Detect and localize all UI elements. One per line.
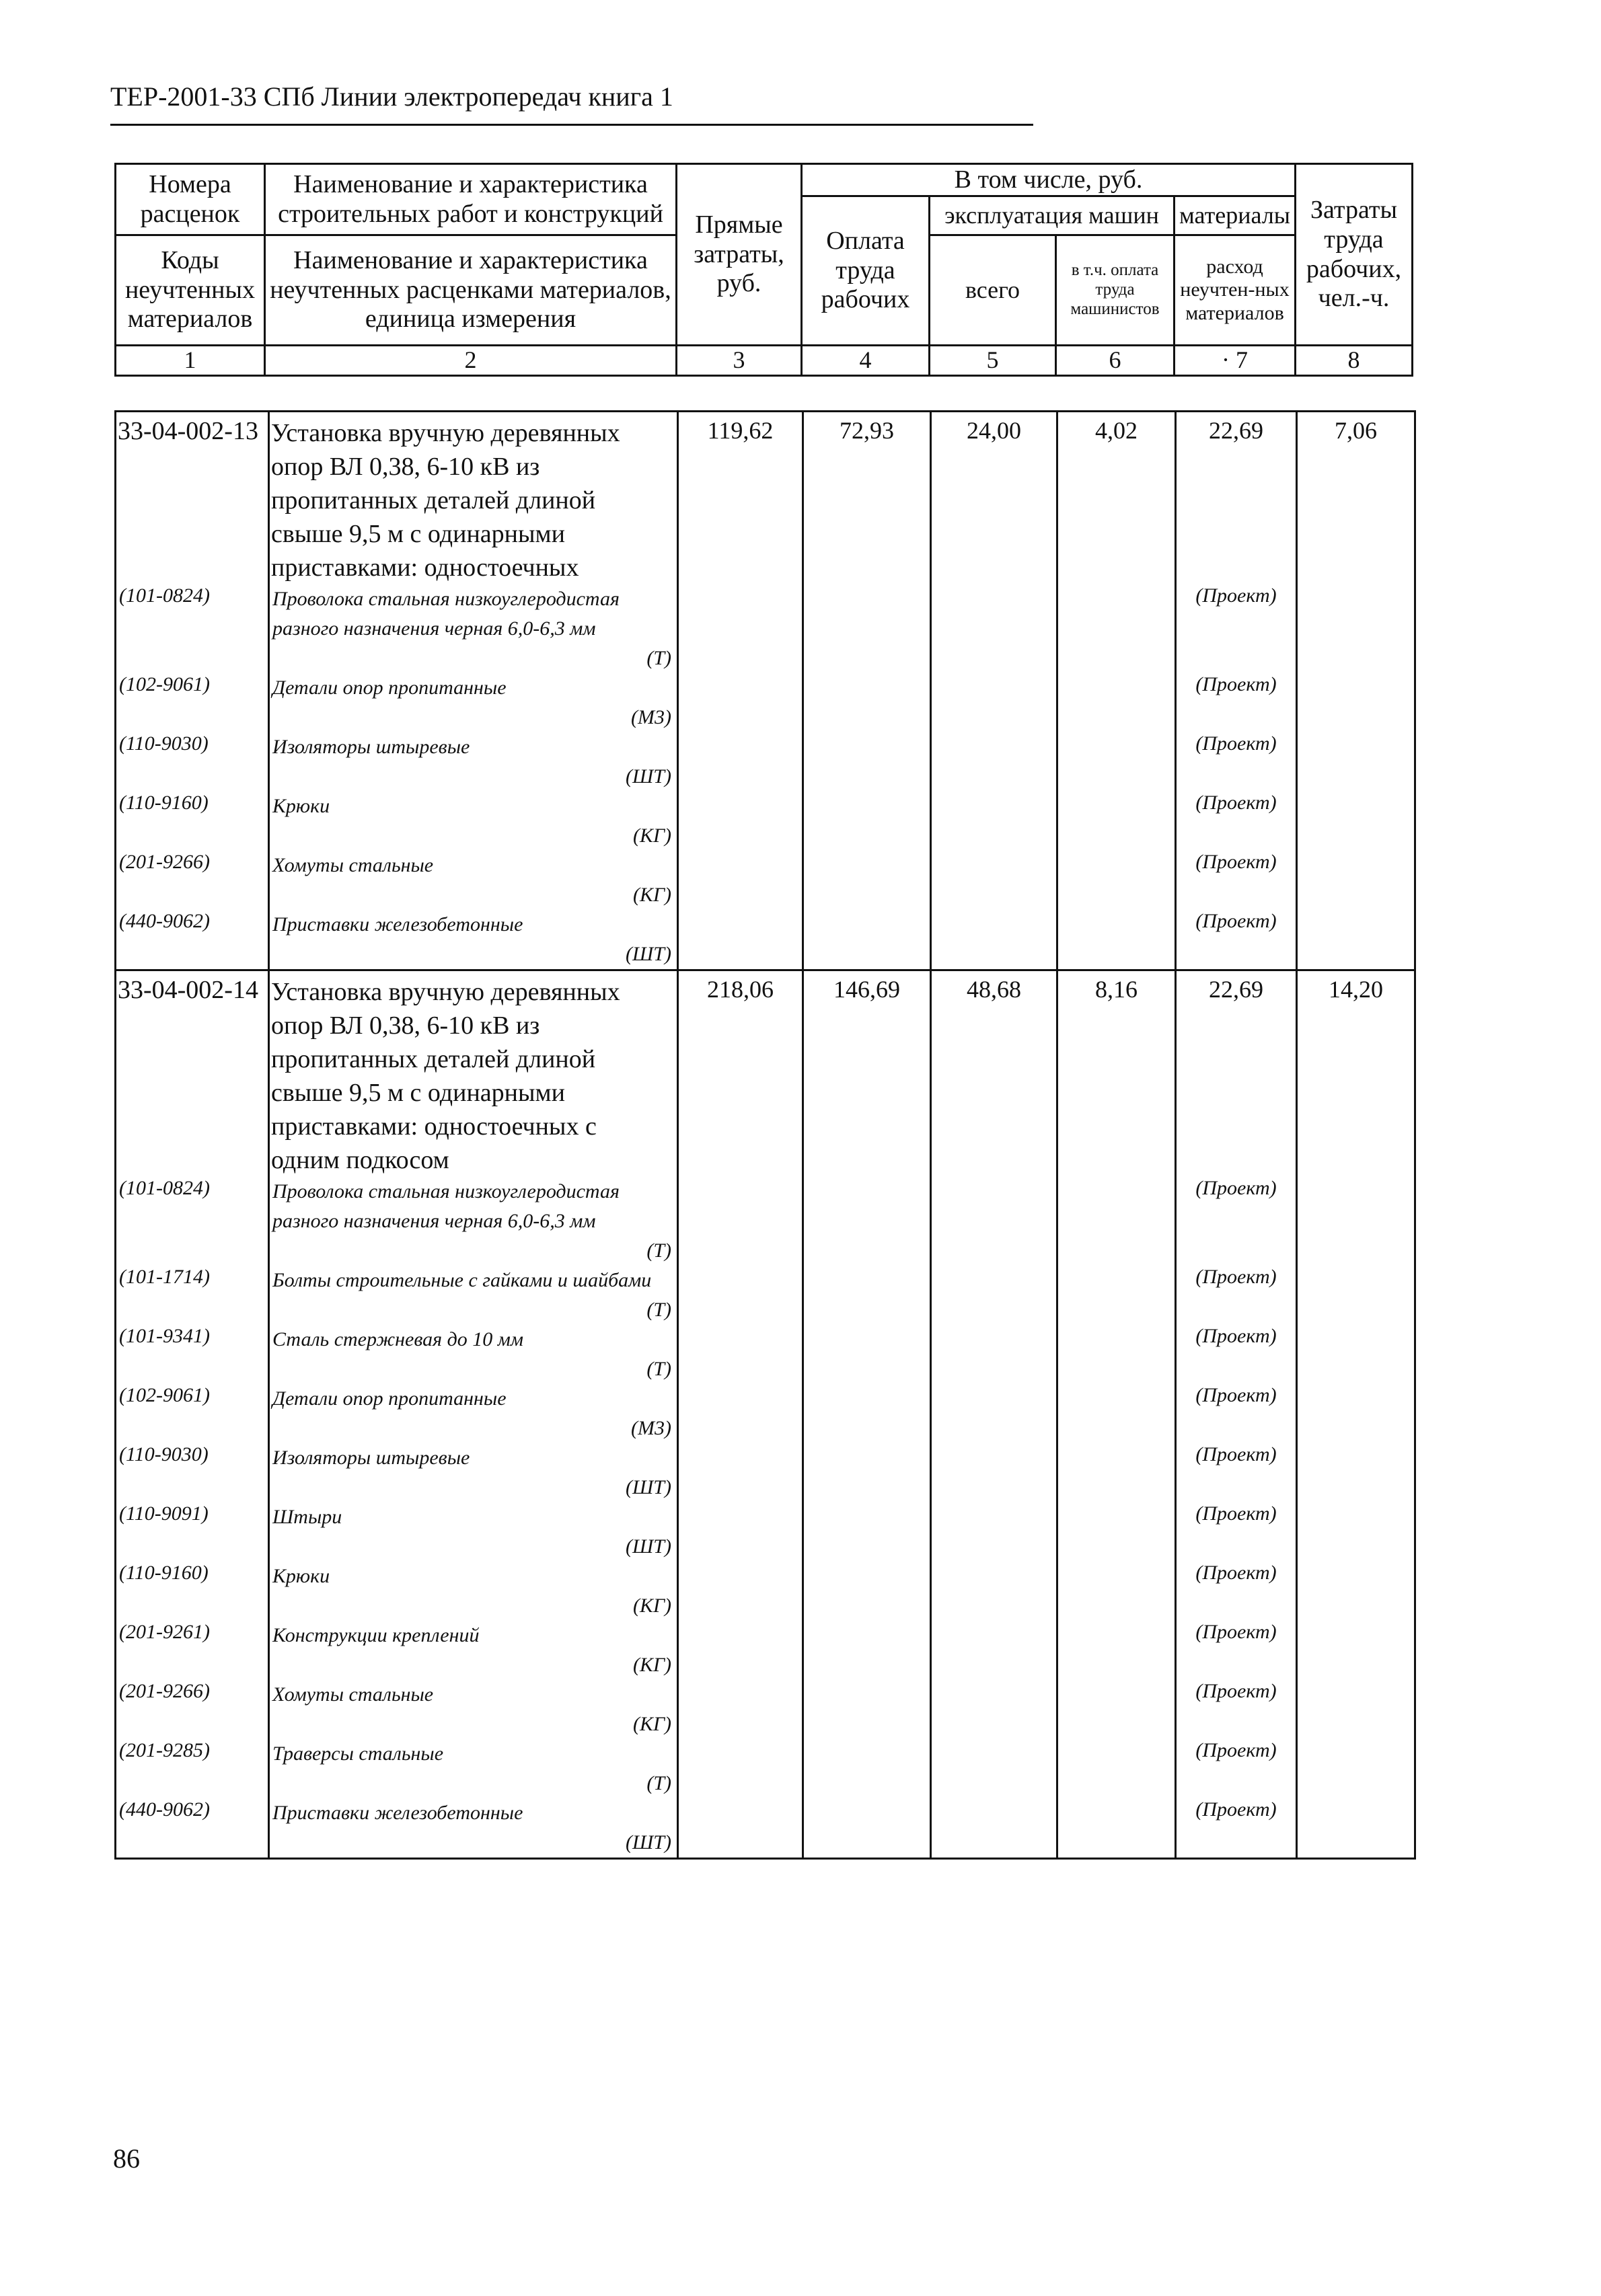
material-name [269,1325,678,1384]
material-name [269,584,678,673]
rates-table [114,410,1416,1860]
rate-code: 33-04-002-14 [116,970,269,1178]
header-machines: эксплуатация машин [930,196,1175,235]
rate-code: 33-04-002-13 [116,412,269,585]
material-code: (101-9341) [116,1325,269,1384]
material-code: (110-9160) [116,1562,269,1621]
material-note: (Проект) [1176,1798,1297,1859]
material-note: (Проект) [1176,673,1297,732]
material-unit: (Т) [646,1772,671,1794]
machinists-pay: 8,16 [1057,970,1176,1178]
column-number: 3 [677,346,802,376]
material-row [116,1502,1415,1562]
material-note: (Проект) [1176,1266,1297,1325]
material-row [116,1177,1415,1266]
material-unit: (ШТ) [626,765,671,788]
material-unit: (КГ) [633,1713,671,1735]
material-code: (440-9062) [116,910,269,970]
material-row [116,851,1415,910]
material-row [116,1266,1415,1325]
labor-hours: 14,20 [1297,970,1415,1178]
header-material-names: Наименование и характеристика неучтенных расценками материалов, единица измерения [265,235,677,346]
material-note: (Проект) [1176,1680,1297,1739]
material-name-text: Штыри [272,1506,342,1528]
machinists-pay: 4,02 [1057,412,1176,585]
material-name-text: Детали опор пропитанные [272,1387,507,1410]
page-number: 86 [113,2143,140,2174]
material-name [269,673,678,732]
material-note: (Проект) [1176,1621,1297,1680]
material-row [116,910,1415,970]
material-code: (201-9266) [116,851,269,910]
header-direct-costs: Прямые затраты, руб. [677,164,802,346]
material-code: (201-9266) [116,1680,269,1739]
material-unit: (КГ) [633,1595,671,1617]
column-number: 5 [930,346,1056,376]
material-code: (110-9091) [116,1502,269,1562]
material-name [269,1502,678,1562]
worker-pay: 72,93 [803,412,931,585]
rate-row [116,412,1415,585]
material-code: (101-0824) [116,1177,269,1266]
column-number: 4 [802,346,930,376]
material-note: (Проект) [1176,792,1297,851]
material-name-text: Изоляторы штыревые [272,736,470,758]
material-row [116,1739,1415,1798]
table-header [114,163,1413,377]
material-note: (Проект) [1176,851,1297,910]
material-name [269,1562,678,1621]
material-name [269,792,678,851]
material-note: (Проект) [1176,1502,1297,1562]
material-name-text: Хомуты стальные [272,854,434,876]
material-name [269,1384,678,1443]
material-unit: (ШТ) [626,943,671,965]
material-row [116,1680,1415,1739]
material-row [116,673,1415,732]
header-worker-pay: Оплата труда рабочих [802,196,930,346]
material-name-text: Крюки [272,1565,330,1587]
materials-cost: 22,69 [1176,970,1297,1178]
materials-cost: 22,69 [1176,412,1297,585]
header-work-name: Наименование и характеристика строительных работ и конструкций [265,164,677,235]
material-unit: (М3) [631,706,671,728]
header-materials: материалы [1175,196,1296,235]
material-note: (Проект) [1176,732,1297,792]
material-row [116,732,1415,792]
material-row [116,1325,1415,1384]
material-name [269,1621,678,1680]
material-row [116,1798,1415,1859]
machines-total: 24,00 [931,412,1057,585]
material-name-text: Сталь стержневая до 10 мм [272,1328,524,1350]
material-row [116,1562,1415,1621]
rate-name: Установка вручную деревянных опор ВЛ 0,38, 6-10 кВ из пропитанных деталей длиной свыше 9,5 м с одинарными приставками: одностоечных [269,412,678,585]
header-rule [110,124,1033,126]
material-code: (110-9030) [116,732,269,792]
material-name-text: Проволока стальная низкоуглеродистая разного назначения черная 6,0-6,3 мм [272,588,620,640]
material-unit: (Т) [646,1299,671,1321]
labor-hours: 7,06 [1297,412,1415,585]
material-unit: (ШТ) [626,1535,671,1558]
material-note: (Проект) [1176,1443,1297,1502]
material-name [269,910,678,970]
material-name-text: Проволока стальная низкоуглеродистая разного назначения черная 6,0-6,3 мм [272,1180,620,1232]
column-number: 1 [116,346,265,376]
material-note: (Проект) [1176,1562,1297,1621]
material-code: (102-9061) [116,1384,269,1443]
material-code: (102-9061) [116,673,269,732]
material-name-text: Траверсы стальные [272,1743,444,1765]
material-code: (201-9285) [116,1739,269,1798]
material-unit: (КГ) [633,1654,671,1676]
material-code: (201-9261) [116,1621,269,1680]
material-name [269,732,678,792]
machines-total: 48,68 [931,970,1057,1178]
header-material-codes: Коды неучтенных материалов [116,235,265,346]
worker-pay: 146,69 [803,970,931,1178]
header-unaccounted-materials: расход неучтен-ных материалов [1175,235,1296,346]
column-number: 6 [1056,346,1175,376]
page-header: ТЕР-2001-33 СПб Линии электропередач книга 1 [110,81,673,112]
direct-costs: 218,06 [678,970,803,1178]
header-machinists-pay: в т.ч. оплата труда машинистов [1056,235,1175,346]
material-unit: (Т) [646,1239,671,1262]
material-code: (110-9160) [116,792,269,851]
material-name-text: Приставки железобетонные [272,1802,523,1824]
header-machines-total: всего [930,235,1056,346]
material-row [116,1621,1415,1680]
material-name-text: Конструкции креплений [272,1624,480,1646]
column-number: · 7 [1175,346,1296,376]
column-number: 8 [1296,346,1413,376]
material-note: (Проект) [1176,1739,1297,1798]
header-labor-hours: Затраты труда рабочих, чел.-ч. [1296,164,1413,346]
material-row [116,1443,1415,1502]
material-unit: (КГ) [633,825,671,847]
material-row [116,792,1415,851]
material-name [269,1680,678,1739]
material-name-text: Детали опор пропитанные [272,677,507,699]
material-name-text: Хомуты стальные [272,1683,434,1706]
header-rate-numbers: Номера расценок [116,164,265,235]
material-code: (101-1714) [116,1266,269,1325]
material-code: (101-0824) [116,584,269,673]
material-name-text: Приставки железобетонные [272,913,523,935]
material-note: (Проект) [1176,910,1297,970]
material-name [269,1266,678,1325]
rate-name: Установка вручную деревянных опор ВЛ 0,38, 6-10 кВ из пропитанных деталей длиной свыше 9,5 м с одинарными приставками: одностоечных с одним подкосом [269,970,678,1178]
material-note: (Проект) [1176,1177,1297,1266]
material-name [269,1177,678,1266]
material-name [269,1443,678,1502]
material-unit: (Т) [646,1358,671,1380]
material-unit: (ШТ) [626,1831,671,1853]
material-note: (Проект) [1176,1325,1297,1384]
material-code: (110-9030) [116,1443,269,1502]
material-name-text: Изоляторы штыревые [272,1447,470,1469]
material-name-text: Крюки [272,795,330,817]
material-code: (440-9062) [116,1798,269,1859]
material-unit: (М3) [631,1417,671,1439]
column-number: 2 [265,346,677,376]
material-note: (Проект) [1176,584,1297,673]
header-including-group: В том числе, руб. [802,164,1296,196]
material-unit: (Т) [646,647,671,669]
material-note: (Проект) [1176,1384,1297,1443]
material-unit: (КГ) [633,884,671,906]
material-unit: (ШТ) [626,1476,671,1498]
rate-row [116,970,1415,1178]
material-name [269,1798,678,1859]
material-row [116,1384,1415,1443]
material-name [269,1739,678,1798]
material-row [116,584,1415,673]
direct-costs: 119,62 [678,412,803,585]
material-name-text: Болты строительные с гайками и шайбами [272,1269,652,1291]
material-name [269,851,678,910]
